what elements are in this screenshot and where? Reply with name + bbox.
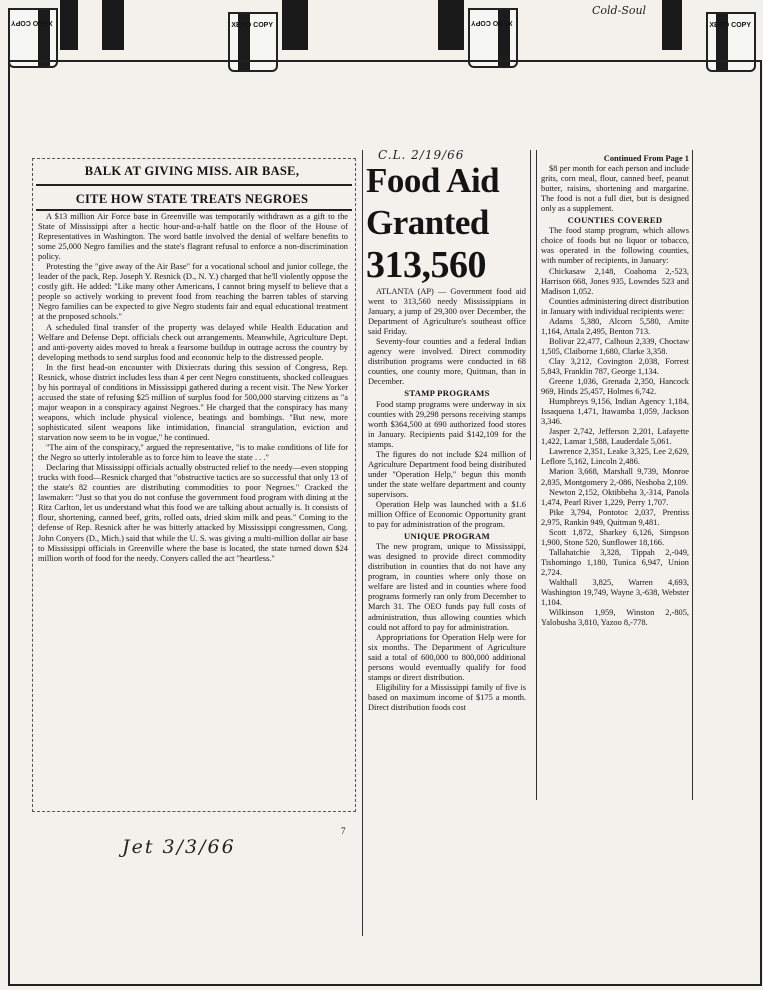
binder-bar (282, 0, 308, 50)
binder-bar (438, 0, 464, 50)
paragraph: Jasper 2,742, Jefferson 2,201, Lafayette 1,422, Lamar 1,588, Lauderdale 5,061. (541, 427, 689, 447)
paragraph: $8 per month for each person and include grits, corn meal, flour, canned beef, peanut butter, raisins, shortening and margarine. The food is not a full diet, but is designed only as a supplement. (541, 164, 689, 214)
paragraph: Chickasaw 2,148, Coahoma 2,-523, Harrison 668, Jones 935, Lowndes 523 and Madison 1,052. (541, 266, 689, 296)
headline-line: Granted (366, 203, 489, 242)
paragraph: Greene 1,036, Grenada 2,350, Hancock 969, Hinds 25,457, Holmes 6,742. (541, 377, 689, 397)
paragraph: "The aim of the conspiracy," argued the representative, "is to make conditions of life for the Negro so utterly intolerable as to force him to leave the state . . ." (38, 443, 348, 463)
paragraph: The food stamp program, which allows choice of foods but no liquor or tobacco, was operated in the following counties, with number of recipients, in January: (541, 226, 689, 266)
page-frame-right (760, 60, 762, 986)
handwritten-date: C.L. 2/19/66 (378, 148, 465, 162)
page-frame-bottom (8, 984, 762, 986)
paragraph: Eligibility for a Mississippi family of five is based on maximum income of $175 a month. Direct distribution foods cost (368, 682, 526, 712)
left-headline-2: CITE HOW STATE TREATS NEGROES (75, 192, 309, 206)
binder-header (0, 0, 763, 62)
paragraph: The new program, unique to Mississippi, was designed to provide direct commodity distribution in counties that do not have any program, in counties where only those on welfare are listed and in counties where food programs formerly ran only from December to March 31. The OEO funds pay full costs of administration, thus allowing counties which could not afford to pay for administration. (368, 542, 526, 632)
binder-bar (662, 0, 682, 50)
paragraph: Scott 1,872, Sharkey 6,126, Simpson 1,900, Stone 520, Sunflower 18,166. (541, 527, 689, 547)
paragraph: Adams 5,380, Alcorn 5,580, Amite 1,164, Attala 2,495, Benton 713. (541, 316, 689, 336)
handwritten-note: Cold-Soul (592, 4, 647, 17)
paragraph: Clay 3,212, Covington 2,038, Forrest 5,843, Franklin 787, George 1,134. (541, 356, 689, 376)
paragraph: A $13 million Air Force base in Greenville was temporarily withdrawn as a gift to the State of Mississippi after a hectic hour-and-a-half battle on the floor of the House of Representatives in Washington. The word battle involved the denial of welfare benefits to some 25,000 Negro families and the state's flagrant refusal to enforce a non-discrimination policy. (38, 212, 348, 262)
page-frame-top (8, 60, 762, 62)
paragraph: Walthall 3,825, Warren 4,693, Washington 19,749, Wayne 3,-638, Webster 1,104. (541, 577, 689, 608)
headline (366, 161, 526, 286)
paragraph: Appropriations for Operation Help were for six months. The Department of Agriculture said a total of 600,000 to 800,000 additional persons would eventually qualify for food stamps or direct distribution. (368, 632, 526, 682)
paragraph: Protesting the "give away of the Air Base" for a vocational school and junior college, the leader of the pack, Rep. Joseph Y. Resnick (D., N. Y.) charged that he'll violently oppose the costly gift. He added: "Like many other Americans, I cannot bring myself to believe that a people so actively working to prevent food from reaching the barren tables of starving Negro families can be expected to give Negro students fair and equal educational treatment at the proposed schools." (38, 262, 348, 322)
paragraph: Pike 3,794, Pontotoc 2,037, Prentiss 2,975, Rankin 949, Quitman 9,481. (541, 507, 689, 527)
headline-line: 313,560 (366, 244, 486, 286)
paragraph: Declaring that Mississippi officials actually obstructed relief to the needy—even stopping trucks with food—Resnick charged that "obstructive tactics are so successful that only 13 of the state's 82 counties are distributing commodities to poor Negroes." Cracked the lawmaker: "Just so that you do not confuse the government food program with dining at the Ritz Carlton, let us understand what this food we are talking about actually is. It consists of flour, shortening, canned beef, grits, rolled oats, dried skim milk and peas." Coming to the defense of Rep. Resnick after he was bitterly attacked by Mississippi congressmen, Cong. John Conyers (D., Mich.) said that while the U. S. was giving a multi-million dollar air base to Mississippi officials in Greenville where the base is located, the state turned down $24 million worth of food for the needy. Conyers called the act "heartless." (38, 463, 348, 563)
middle-clipping-border (362, 150, 363, 936)
binder-bar (60, 0, 78, 50)
handwritten-date: Jet 3/3/66 (122, 836, 236, 858)
paragraph: Food stamp programs were underway in six counties with 29,298 persons receiving stamps worth $364,500 at 690 authorized food stores in January. Recipients paid $142,109 for the stamps. (368, 399, 526, 449)
continued-label: Continued From Page 1 (603, 154, 689, 163)
left-headline-rule (36, 209, 352, 211)
headline-line: Food Aid (366, 161, 500, 200)
paragraph: In the first head-on encounter with Dixiecrats during this session of Congress, Rep. Resnick, whose district includes less than 4 per cent Negro constituents, shocked colleagues by his portrayal of conditions in Mississippi gathered during a recent visit. The New Yorker accused the state of refusing $25 million of surplus food for 500,000 starving citizens as "a major weapon in a conspiracy against Negroes." He charged that the conspiracy has many weapons, which include physical violence, beatings and bombings. "But new, more sophisticated silent weapons like intimidation, financial strangulation, eviction and starvation now seem to be in vogue," he continued. (38, 362, 348, 443)
paragraph: Marion 3,668, Marshall 9,739, Monroe 2,835, Montgomery 2,-086, Neshoba 2,109. (541, 467, 689, 487)
left-headline-1: BALK AT GIVING MISS. AIR BASE, (84, 164, 300, 178)
paragraph: A scheduled final transfer of the property was delayed while Health Education and Welfare and Defense Dept. officials check out arrangements. Meanwhile, Agriculture Dept. and anti-poverty aides moved to break a fearsome buildup in outrage across the country by developing methods to send surplus food and economic help to the distressed people. (38, 322, 348, 362)
middle-article-body (368, 287, 526, 713)
paragraph: ATLANTA (AP) — Government food aid went to 313,560 needy Mississippians in January, a jump of 29,300 over December, the Department of Agriculture's southeast office said Friday. (368, 287, 526, 337)
subhead: COUNTIES COVERED (567, 215, 663, 226)
xerox-copy-tab: XERO COPY (228, 12, 278, 72)
paragraph: Newton 2,152, Oktibbeha 3,-314, Panola 1,474, Pearl River 1,229, Perry 1,707. (541, 487, 689, 507)
middle-clipping-border (530, 150, 531, 460)
binder-bar (102, 0, 124, 50)
right-clipping-border (692, 150, 693, 800)
right-clipping-border (536, 150, 537, 800)
left-article-body (38, 212, 348, 564)
xerox-copy-tab: XERO COPY (706, 12, 756, 72)
paragraph: Tallahatchie 3,328, Tippah 2,-049, Tishomingo 1,180, Tunica 6,947, Union 2,724. (541, 547, 689, 577)
xerox-copy-tab: XERO COPY (468, 8, 518, 68)
page-number: 7 (341, 826, 346, 836)
paragraph: Counties administering direct distribution in January with individual recipients were: (541, 296, 689, 316)
paragraph: Operation Help was launched with a $1.6 million Office of Economic Opportunity grant to pay for administration of the program. (368, 499, 526, 530)
left-headline-rule (36, 184, 352, 186)
paragraph: Wilkinson 1,959, Winston 2,-805, Yalobusha 3,810, Yazoo 8,-778. (541, 608, 689, 628)
paragraph: The figures do not include $24 million of Agriculture Department food being distributed under "Operation Help," begun this month under the state welfare department and county supervisors. (368, 449, 526, 499)
paragraph: Humphreys 9,156, Indian Agency 1,184, Issaquena 1,471, Itawamba 1,059, Jackson 3,346. (541, 397, 689, 427)
paragraph: Lawrence 2,351, Leake 3,325, Lee 2,629, Leflore 5,162, Lincoln 2,486. (541, 447, 689, 467)
right-article-body (541, 154, 689, 628)
paragraph: Seventy-four counties and a federal Indian agency were involved. Direct commodity distribution programs were conducted in 68 counties, one county more, Quitman, than in December. (368, 337, 526, 387)
paragraph: Bolivar 22,477, Calhoun 2,339, Choctaw 1,505, Claiborne 1,680, Clarke 3,358. (541, 336, 689, 356)
subhead: STAMP PROGRAMS (404, 388, 490, 399)
xerox-copy-tab: XERO COPY (8, 8, 58, 68)
page-frame-left (8, 60, 10, 986)
subhead: UNIQUE PROGRAM (403, 531, 491, 542)
